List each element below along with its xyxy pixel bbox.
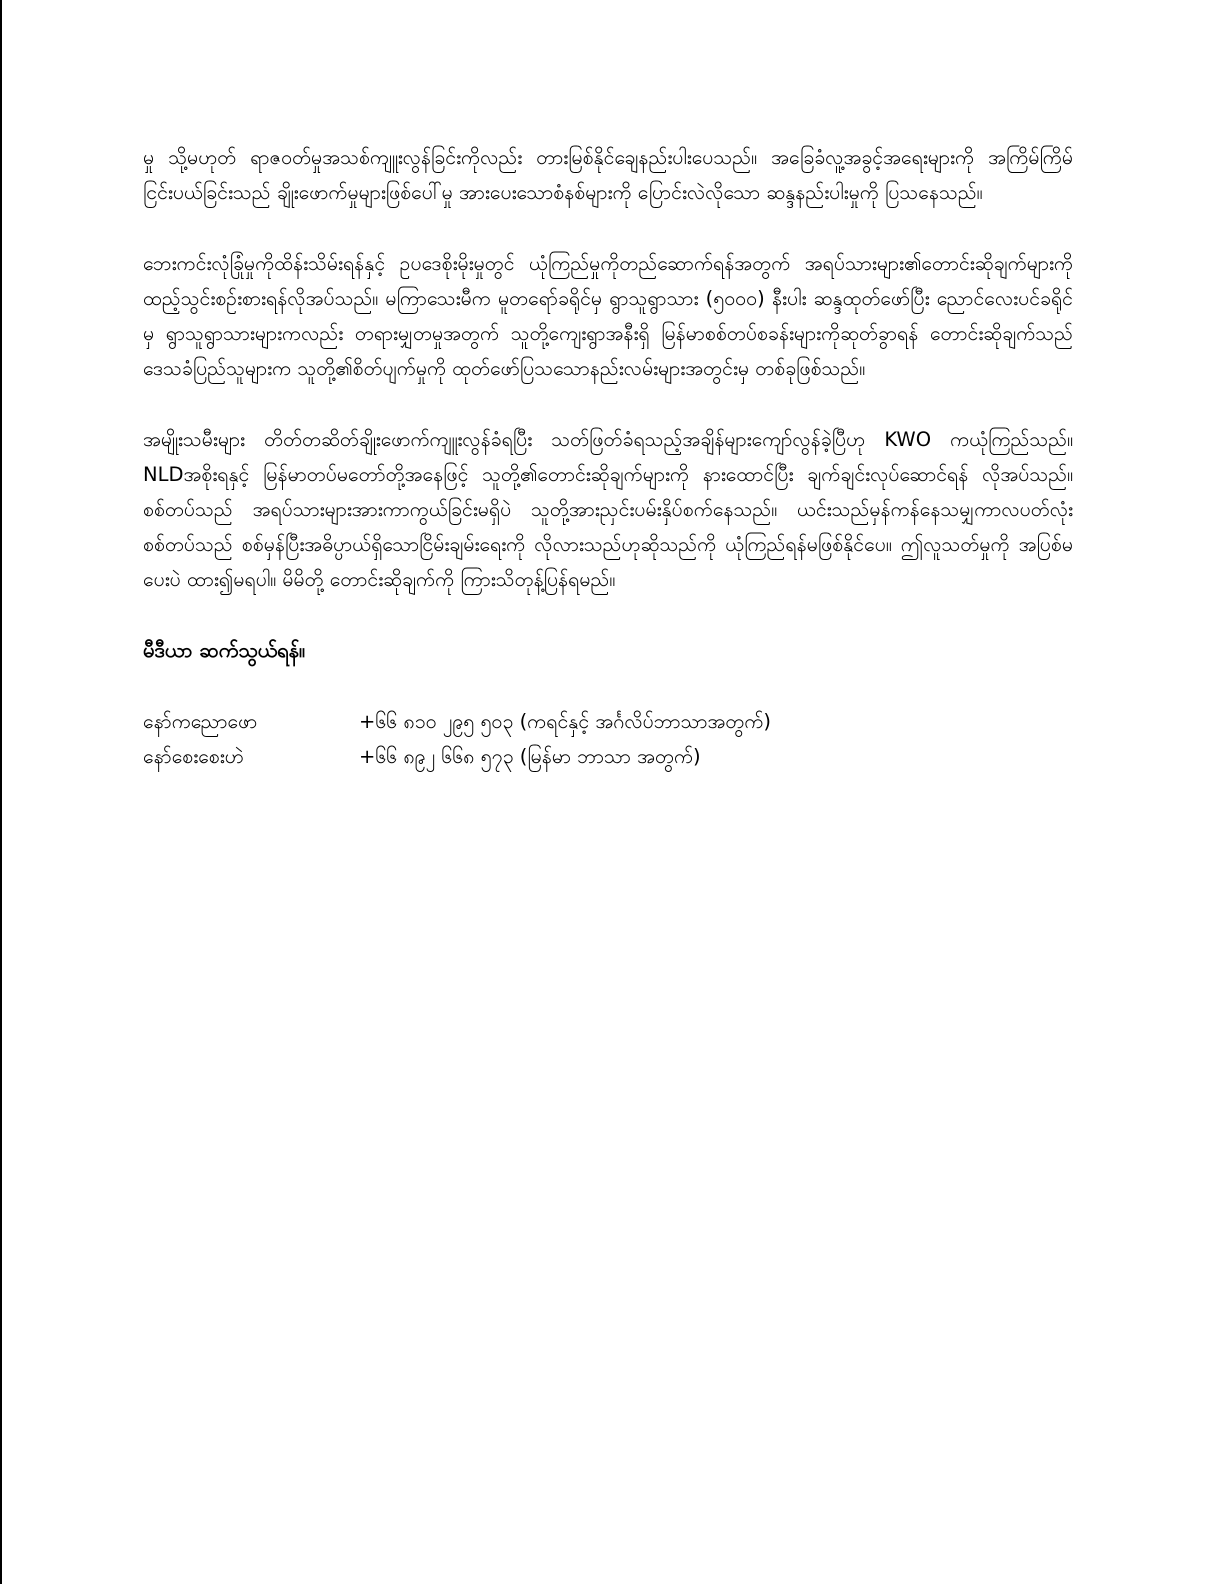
document-body	[143, 140, 1073, 774]
paragraph-2: ဘေးကင်းလုံခြုံမှုကိုထိန်းသိမ်းရန်နှင့် ဥပဒေစိုးမိုးမှုတွင် ယုံကြည်မှုကိုတည်ဆောက်ရန်အတွက် အရပ်သားများ၏တောင်းဆိုချက်များကို ထည့်သွင်းစဉ်းစားရန်လိုအပ်သည်။ မကြာသေးမီက မူတရော်ခရိုင်မှ ရွာသူရွာသား (၅၀၀၀) နီးပါး ဆန္ဒထုတ်ဖော်ပြီး ညောင်လေးပင်ခရိုင်မှ ရွာသူရွာသားများကလည်း တရားမျှတမှုအတွက် သူတို့ကျေးရွာအနီးရှိ မြန်မာစစ်တပ်စခန်းများကိုဆုတ်ခွာရန် တောင်းဆိုချက်သည် ဒေသခံပြည်သူများက သူတို့၏စိတ်ပျက်မှုကို ထုတ်ဖော်ပြသသောနည်းလမ်းများအတွင်းမှ တစ်ခုဖြစ်သည်။	[143, 252, 1073, 380]
contact-name: နော်စေးစေးဟဲ	[143, 745, 244, 768]
media-contact-heading: မီဒီယာ ဆက်သွယ်ရန်။	[143, 638, 306, 662]
contact-row	[143, 739, 1073, 774]
paragraph-1: မှု သို့မဟုတ် ရာဇဝတ်မှုအသစ်ကျူးလွန်ခြင်းကိုလည်း တားမြစ်နိုင်ချေနည်းပါးပေသည်။ အခြေခံလူ့အခွင့်အရေးများကို အကြိမ်ကြိမ်ငြင်းပယ်ခြင်းသည် ချိုးဖောက်မှုများဖြစ်ပေါ်မှု အားပေးသောစံနစ်များကို ပြောင်းလဲလိုသော ဆန္ဒနည်းပါးမှုကို ပြသနေသည်။	[143, 146, 1073, 204]
page-left-border	[0, 0, 2, 1584]
paragraph-3: အမျိုးသမီးများ တိတ်တဆိတ်ချိုးဖောက်ကျူးလွန်ခံရပြီး သတ်ဖြတ်ခံရသည့်အချိန်များကျော်လွန်ခဲ့ပြီဟု KWO ကယုံကြည်သည်။ NLDအစိုးရနှင့် မြန်မာတပ်မတော်တို့အနေဖြင့် သူတို့၏တောင်းဆိုချက်များကို နားထောင်ပြီး ချက်ချင်းလုပ်ဆောင်ရန် လိုအပ်သည်။ စစ်တပ်သည် အရပ်သားများအားကာကွယ်ခြင်းမရှိပဲ သူတို့အားညှင်းပမ်းနှိပ်စက်နေသည်။ ယင်းသည်မှန်ကန်နေသမျှကာလပတ်လုံး စစ်တပ်သည် စစ်မှန်ပြီးအဓိပ္ပာယ်ရှိသောငြိမ်းချမ်းရေးကို လိုလားသည်ဟုဆိုသည်ကို ယုံကြည်ရန်မဖြစ်နိုင်ပေ။ ဤလူသတ်မှုကို အပြစ်မပေးပဲ ထား၍မရပါ။ မိမိတို့ တောင်းဆိုချက်ကို ကြားသိတုန့်ပြန်ရမည်။	[143, 428, 1073, 591]
contact-phone: +၆၆ ၈၁၀ ၂၉၅ ၅၀၃ (ကရင်နှင့် အင်္ဂလိပ်ဘာသာအတွက်)	[359, 710, 772, 733]
contact-phone: +၆၆ ၈၉၂ ၆၆၈ ၅၇၃ (မြန်မာ ဘာသာ အတွက်)	[359, 745, 701, 768]
contact-row	[143, 704, 1073, 739]
contact-name: နော်ကညောဖော	[143, 710, 258, 733]
